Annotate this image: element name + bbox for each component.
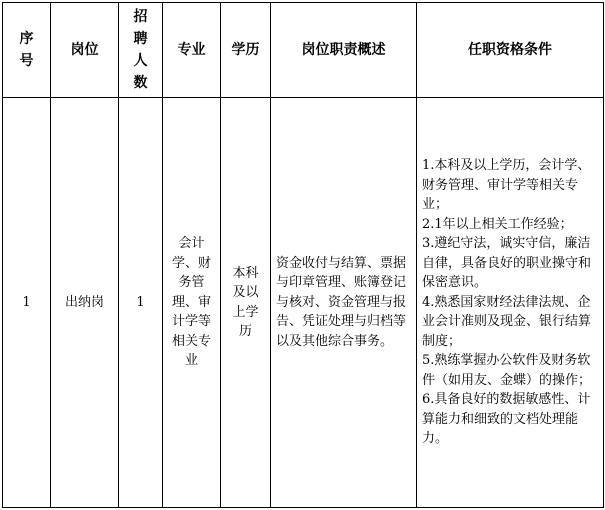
header-requirements: 任职资格条件 bbox=[417, 3, 604, 98]
requirement-item: 3.遵纪守法，诚实守信，廉洁自律，具备良好的职业操守和保密意识。 bbox=[422, 236, 592, 291]
header-count: 招聘人数 bbox=[119, 3, 163, 98]
header-seq: 序号 bbox=[3, 3, 51, 98]
cell-education: 本科及以上学历 bbox=[221, 98, 271, 508]
table-row bbox=[3, 98, 604, 508]
requirement-item: 1.本科及以上学历，会计学、财务管理、审计学等相关专业； bbox=[422, 158, 591, 213]
recruitment-table bbox=[2, 2, 604, 508]
cell-requirements bbox=[417, 98, 604, 508]
header-education: 学历 bbox=[221, 3, 271, 98]
header-duties: 岗位职责概述 bbox=[271, 3, 417, 98]
requirement-item: 2.1年以上相关工作经验； bbox=[422, 216, 573, 232]
requirement-item: 4.熟悉国家财经法律法规、企业会计准则及现金、银行结算制度； bbox=[422, 294, 592, 349]
header-position: 岗位 bbox=[51, 3, 119, 98]
cell-seq: 1 bbox=[3, 98, 51, 508]
header-row bbox=[3, 3, 604, 98]
header-major: 专业 bbox=[163, 3, 221, 98]
cell-position: 出纳岗 bbox=[51, 98, 119, 508]
cell-major: 会计学、财务管理、审计学等相关专业 bbox=[163, 98, 221, 508]
requirement-item: 6.具备良好的数据敏感性、计算能力和细致的文档处理能力。 bbox=[422, 392, 591, 447]
cell-count: 1 bbox=[119, 98, 163, 508]
cell-duties: 资金收付与结算、票据与印章管理、账簿登记与核对、资金管理与报告、凭证处理与归档等以及其他综合事务。 bbox=[271, 98, 417, 508]
requirement-item: 5.熟练掌握办公软件及财务软件（如用友、金蝶）的操作； bbox=[422, 353, 592, 388]
